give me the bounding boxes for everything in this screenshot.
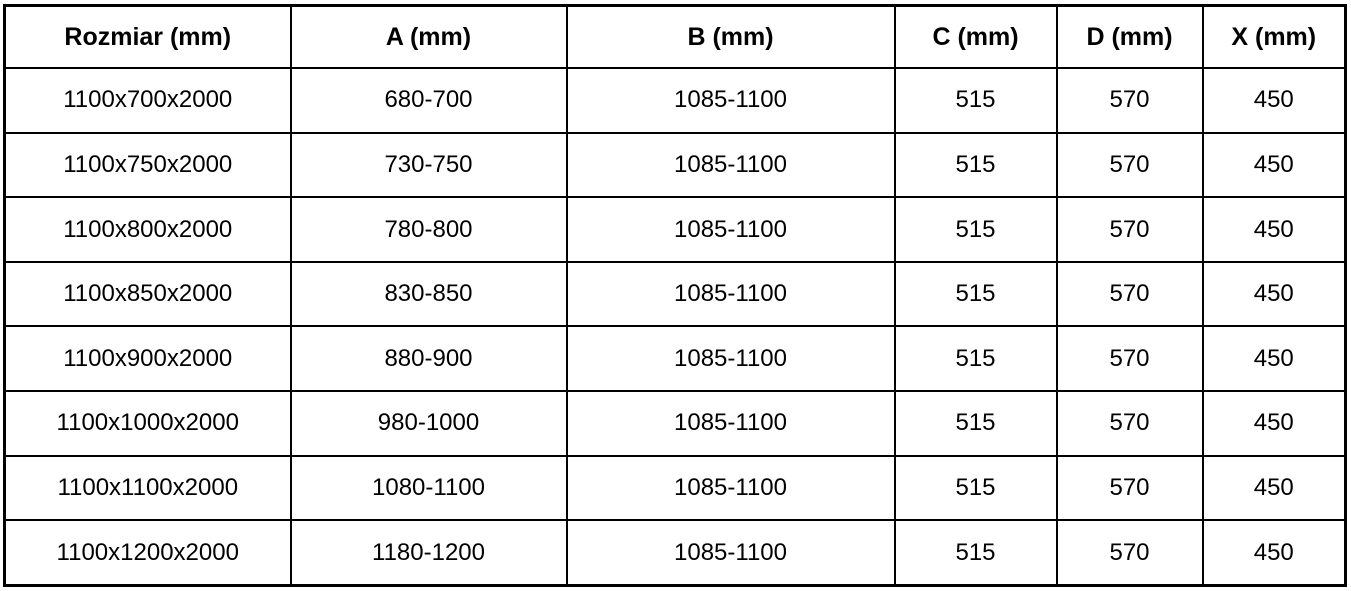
- column-header-d: D (mm): [1057, 6, 1203, 69]
- cell-x: 450: [1203, 391, 1346, 456]
- cell-b: 1085-1100: [567, 133, 895, 198]
- cell-d: 570: [1057, 133, 1203, 198]
- cell-rozmiar: 1100x850x2000: [5, 262, 291, 327]
- cell-b: 1085-1100: [567, 262, 895, 327]
- cell-d: 570: [1057, 197, 1203, 262]
- cell-x: 450: [1203, 326, 1346, 391]
- cell-a: 1080-1100: [291, 456, 567, 521]
- table-row: [5, 197, 1346, 262]
- cell-x: 450: [1203, 197, 1346, 262]
- cell-a: 980-1000: [291, 391, 567, 456]
- table-row: [5, 326, 1346, 391]
- column-header-x: X (mm): [1203, 6, 1346, 69]
- cell-c: 515: [895, 520, 1057, 585]
- table-row: [5, 391, 1346, 456]
- cell-c: 515: [895, 456, 1057, 521]
- cell-d: 570: [1057, 68, 1203, 133]
- column-header-b: B (mm): [567, 6, 895, 69]
- table-row: [5, 133, 1346, 198]
- cell-d: 570: [1057, 262, 1203, 327]
- cell-b: 1085-1100: [567, 520, 895, 585]
- cell-c: 515: [895, 391, 1057, 456]
- cell-b: 1085-1100: [567, 326, 895, 391]
- cell-b: 1085-1100: [567, 456, 895, 521]
- cell-x: 450: [1203, 68, 1346, 133]
- cell-c: 515: [895, 326, 1057, 391]
- cell-d: 570: [1057, 391, 1203, 456]
- cell-b: 1085-1100: [567, 68, 895, 133]
- cell-x: 450: [1203, 456, 1346, 521]
- cell-a: 680-700: [291, 68, 567, 133]
- column-header-rozmiar: Rozmiar (mm): [5, 6, 291, 69]
- column-header-a: A (mm): [291, 6, 567, 69]
- table-row: [5, 520, 1346, 585]
- cell-x: 450: [1203, 133, 1346, 198]
- cell-x: 450: [1203, 262, 1346, 327]
- cell-d: 570: [1057, 326, 1203, 391]
- cell-rozmiar: 1100x1100x2000: [5, 456, 291, 521]
- cell-a: 880-900: [291, 326, 567, 391]
- header-row: [5, 6, 1346, 69]
- table-row: [5, 262, 1346, 327]
- cell-b: 1085-1100: [567, 197, 895, 262]
- column-header-c: C (mm): [895, 6, 1057, 69]
- size-spec-table: [3, 4, 1347, 587]
- cell-rozmiar: 1100x800x2000: [5, 197, 291, 262]
- cell-rozmiar: 1100x700x2000: [5, 68, 291, 133]
- cell-a: 730-750: [291, 133, 567, 198]
- cell-a: 830-850: [291, 262, 567, 327]
- cell-rozmiar: 1100x750x2000: [5, 133, 291, 198]
- cell-b: 1085-1100: [567, 391, 895, 456]
- cell-c: 515: [895, 197, 1057, 262]
- cell-c: 515: [895, 68, 1057, 133]
- cell-a: 1180-1200: [291, 520, 567, 585]
- cell-c: 515: [895, 262, 1057, 327]
- cell-c: 515: [895, 133, 1057, 198]
- table-row: [5, 456, 1346, 521]
- cell-rozmiar: 1100x1000x2000: [5, 391, 291, 456]
- cell-d: 570: [1057, 456, 1203, 521]
- table-row: [5, 68, 1346, 133]
- cell-rozmiar: 1100x900x2000: [5, 326, 291, 391]
- cell-x: 450: [1203, 520, 1346, 585]
- cell-d: 570: [1057, 520, 1203, 585]
- cell-rozmiar: 1100x1200x2000: [5, 520, 291, 585]
- cell-a: 780-800: [291, 197, 567, 262]
